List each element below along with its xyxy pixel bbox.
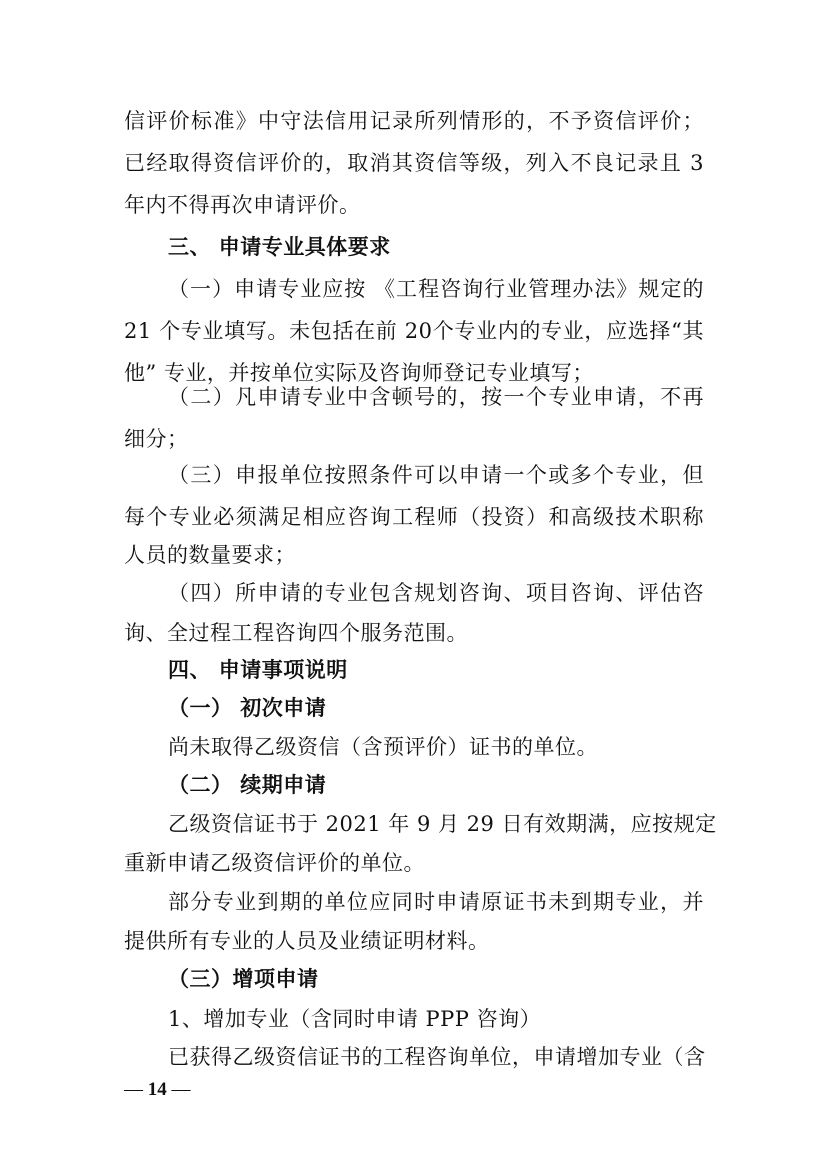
- subsection-heading-addition: （三）增项申请: [168, 967, 319, 991]
- paragraph-line: （二）凡申请专业中含顿号的，按一个专业申请，不再: [168, 385, 704, 409]
- paragraph-line: 21 个专业填写。未包括在前 20个专业内的专业，应选择“其: [124, 319, 704, 343]
- paragraph-line: 重新申请乙级资信评价的单位。: [124, 851, 425, 875]
- paragraph-line: （一）申请专业应按 《工程咨询行业管理办法》规定的: [168, 277, 704, 301]
- paragraph-line: 1、增加专业（含同时申请 PPP 咨询）: [168, 1007, 542, 1031]
- page-number: 14: [147, 1079, 167, 1100]
- paragraph-line: 提供所有专业的人员及业绩证明材料。: [124, 929, 490, 953]
- paragraph-line: 信评价标准》中守法信用记录所列情形的，不予资信评价；: [124, 109, 704, 133]
- paragraph-line: 尚未取得乙级资信（含预评价）证书的单位。: [168, 735, 598, 759]
- paragraph-line: 部分专业到期的单位应同时申请原证书未到期专业，并: [168, 890, 704, 914]
- paragraph-line: 询、全过程工程咨询四个服务范围。: [124, 621, 468, 645]
- section-heading-4: 四、 申请事项说明: [168, 658, 348, 682]
- page-footer: [124, 1077, 191, 1103]
- paragraph-line: 已获得乙级资信证书的工程咨询单位，申请增加专业（含: [168, 1045, 706, 1069]
- paragraph-line: 人员的数量要求；: [124, 543, 296, 567]
- paragraph-line: 每个专业必须满足相应咨询工程师（投资）和高级技术职称: [124, 505, 704, 529]
- footer-dash-right: —: [171, 1079, 191, 1100]
- paragraph-line: 年内不得再次申请评价。: [124, 193, 361, 217]
- subsection-heading-initial: （一） 初次申请: [168, 696, 327, 720]
- paragraph-line: 已经取得资信评价的，取消其资信等级，列入不良记录且 3: [124, 151, 704, 175]
- paragraph-line: （四）所申请的专业包含规划咨询、项目咨询、评估咨: [168, 581, 704, 605]
- paragraph-line: 他” 专业，并按单位实际及咨询师登记专业填写；: [124, 361, 594, 385]
- section-heading-3: 三、 申请专业具体要求: [168, 235, 391, 259]
- paragraph-line: 乙级资信证书于 2021 年 9 月 29 日有效期满，应按规定: [168, 812, 717, 836]
- paragraph-line: 细分；: [124, 427, 189, 451]
- paragraph-line: （三）申报单位按照条件可以申请一个或多个专业，但: [168, 463, 704, 487]
- footer-dash-left: —: [124, 1079, 143, 1100]
- subsection-heading-renewal: （二） 续期申请: [168, 773, 327, 797]
